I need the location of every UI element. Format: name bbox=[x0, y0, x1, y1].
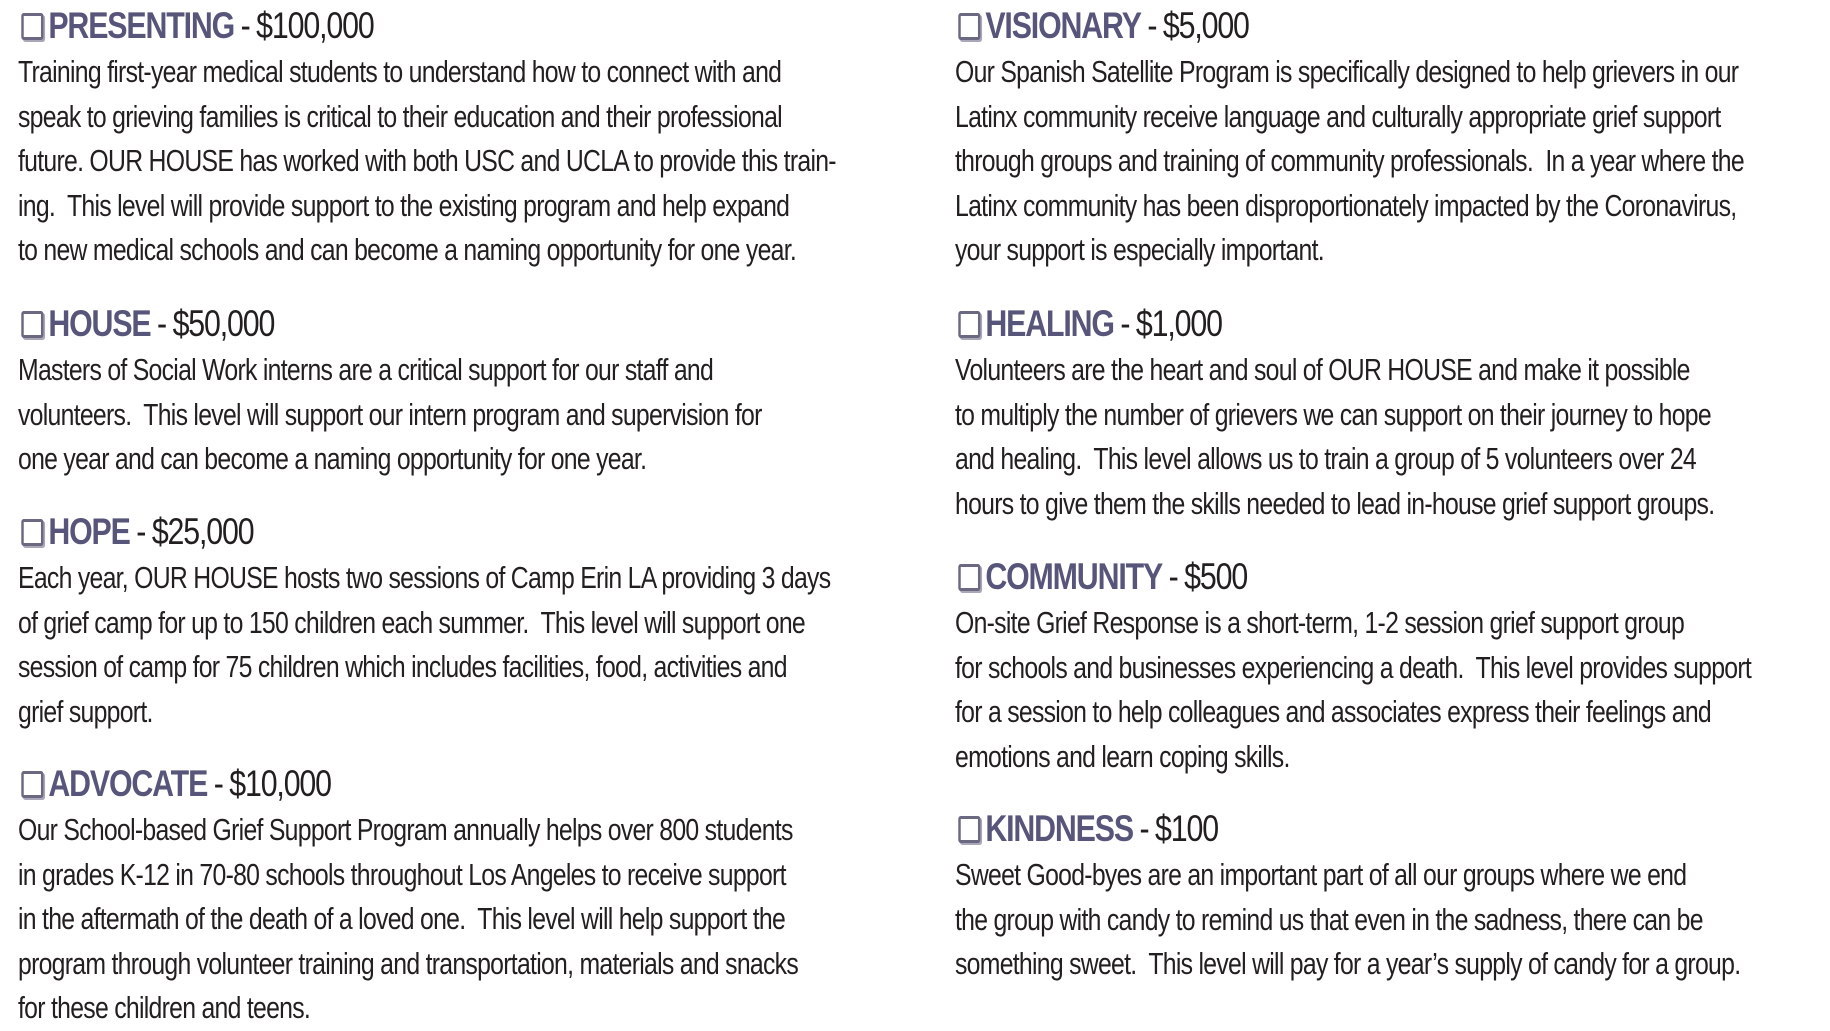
level-kindness bbox=[955, 805, 1825, 987]
description-line: ing. This level will provide support to the existing program and help expand bbox=[18, 187, 790, 223]
level-name: COMMUNITY bbox=[985, 556, 1163, 597]
level-amount: $500 bbox=[1184, 556, 1248, 597]
description-line: for schools and businesses experiencing a death. This level provides support bbox=[955, 649, 1752, 685]
level-visionary bbox=[955, 2, 1825, 273]
checkbox-icon[interactable] bbox=[958, 816, 980, 843]
description-line: program through volunteer training and transportation, materials and snacks bbox=[18, 945, 799, 981]
separator: - bbox=[1147, 5, 1157, 46]
description-line: for these children and teens. bbox=[18, 990, 311, 1025]
level-description bbox=[955, 601, 1825, 779]
separator: - bbox=[136, 511, 146, 552]
checkbox-icon[interactable] bbox=[958, 311, 980, 338]
description-line: Masters of Social Work interns are a critical support for our staff and bbox=[18, 352, 714, 387]
level-name: KINDNESS bbox=[985, 808, 1133, 849]
separator: - bbox=[240, 5, 250, 46]
description-line: of grief camp for up to 150 children each summer. This level will support one bbox=[18, 604, 806, 640]
description-line: through groups and training of community professionals. In a year where the bbox=[955, 143, 1744, 178]
level-hope bbox=[18, 508, 898, 734]
description-line: session of camp for 75 children which includes facilities, food, activities and bbox=[18, 649, 787, 684]
description-line: Sweet Good-byes are an important part of all our groups where we end bbox=[955, 857, 1687, 892]
description-line: Training first-year medical students to understand how to connect with and bbox=[18, 54, 782, 89]
description-line: future. OUR HOUSE has worked with both USC and UCLA to provide this train- bbox=[18, 143, 836, 178]
description-line: the group with candy to remind us that even in the sadness, there can be bbox=[955, 901, 1703, 937]
description-line: grief support. bbox=[18, 693, 153, 729]
description-line: Each year, OUR HOUSE hosts two sessions of Camp Erin LA providing 3 days bbox=[18, 560, 831, 595]
level-description bbox=[18, 50, 898, 273]
description-line: volunteers. This level will support our intern program and supervision for bbox=[18, 396, 762, 432]
separator: - bbox=[1120, 303, 1130, 344]
level-name: HOUSE bbox=[48, 303, 151, 344]
description-line: Our Spanish Satellite Program is specifically designed to help grievers in our bbox=[955, 54, 1739, 89]
description-line: Latinx community has been disproportionately impacted by the Coronavirus, bbox=[955, 187, 1737, 223]
level-description bbox=[18, 348, 898, 482]
description-line: to new medical schools and can become a naming opportunity for one year. bbox=[18, 232, 797, 267]
description-line: Our School-based Grief Support Program annually helps over 800 students bbox=[18, 812, 793, 847]
description-line: and healing. This level allows us to train a group of 5 volunteers over 24 bbox=[955, 441, 1696, 476]
description-line: speak to grieving families is critical to their education and their professional bbox=[18, 98, 782, 134]
description-line: your support is especially important. bbox=[955, 232, 1324, 267]
checkbox-icon[interactable] bbox=[21, 771, 43, 798]
level-name: ADVOCATE bbox=[48, 763, 208, 804]
separator: - bbox=[1168, 556, 1178, 597]
level-presenting bbox=[18, 2, 898, 273]
level-heading bbox=[18, 2, 740, 50]
checkbox-icon[interactable] bbox=[958, 13, 980, 40]
description-line: to multiply the number of grievers we can support on their journey to hope bbox=[955, 396, 1711, 432]
description-line: in grades K-12 in 70-80 schools throughout Los Angeles to receive support bbox=[18, 856, 786, 892]
level-heading bbox=[955, 805, 1668, 853]
level-house bbox=[18, 300, 898, 482]
level-advocate bbox=[18, 760, 898, 1031]
level-heading bbox=[18, 508, 740, 556]
level-heading bbox=[955, 553, 1668, 601]
level-community bbox=[955, 553, 1825, 779]
checkbox-icon[interactable] bbox=[21, 519, 43, 546]
level-amount: $1,000 bbox=[1135, 303, 1222, 344]
level-heading bbox=[955, 2, 1668, 50]
separator: - bbox=[1139, 808, 1149, 849]
level-name: PRESENTING bbox=[48, 5, 235, 46]
level-healing bbox=[955, 300, 1825, 526]
description-line: On-site Grief Response is a short-term, 1-2 session grief support group bbox=[955, 605, 1685, 640]
level-amount: $10,000 bbox=[229, 763, 331, 804]
level-amount: $100,000 bbox=[256, 5, 374, 46]
description-line: in the aftermath of the death of a loved one. This level will help support the bbox=[18, 901, 786, 936]
description-line: emotions and learn coping skills. bbox=[955, 738, 1290, 774]
description-line: for a session to help colleagues and associates express their feelings and bbox=[955, 694, 1711, 729]
level-name: HEALING bbox=[985, 303, 1114, 344]
level-amount: $25,000 bbox=[151, 511, 254, 552]
level-description bbox=[18, 556, 898, 734]
level-amount: $5,000 bbox=[1162, 5, 1249, 46]
level-description bbox=[955, 853, 1825, 987]
level-heading bbox=[18, 300, 740, 348]
description-line: one year and can become a naming opportunity for one year. bbox=[18, 441, 647, 476]
description-line: Volunteers are the heart and soul of OUR HOUSE and make it possible bbox=[955, 352, 1690, 387]
level-name: VISIONARY bbox=[985, 5, 1141, 46]
checkbox-icon[interactable] bbox=[21, 13, 43, 40]
description-line: Latinx community receive language and culturally appropriate grief support bbox=[955, 98, 1721, 134]
level-description bbox=[18, 808, 898, 1031]
checkbox-icon[interactable] bbox=[958, 564, 980, 591]
level-heading bbox=[18, 760, 740, 808]
level-amount: $100 bbox=[1155, 808, 1218, 849]
level-description bbox=[955, 50, 1825, 273]
level-heading bbox=[955, 300, 1668, 348]
level-description bbox=[955, 348, 1825, 526]
separator: - bbox=[213, 763, 223, 804]
level-amount: $50,000 bbox=[172, 303, 275, 344]
description-line: something sweet. This level will pay for a year’s supply of candy for a group. bbox=[955, 946, 1741, 981]
checkbox-icon[interactable] bbox=[21, 311, 43, 338]
level-name: HOPE bbox=[48, 511, 130, 552]
description-line: hours to give them the skills needed to lead in-house grief support groups. bbox=[955, 485, 1715, 521]
separator: - bbox=[157, 303, 167, 344]
